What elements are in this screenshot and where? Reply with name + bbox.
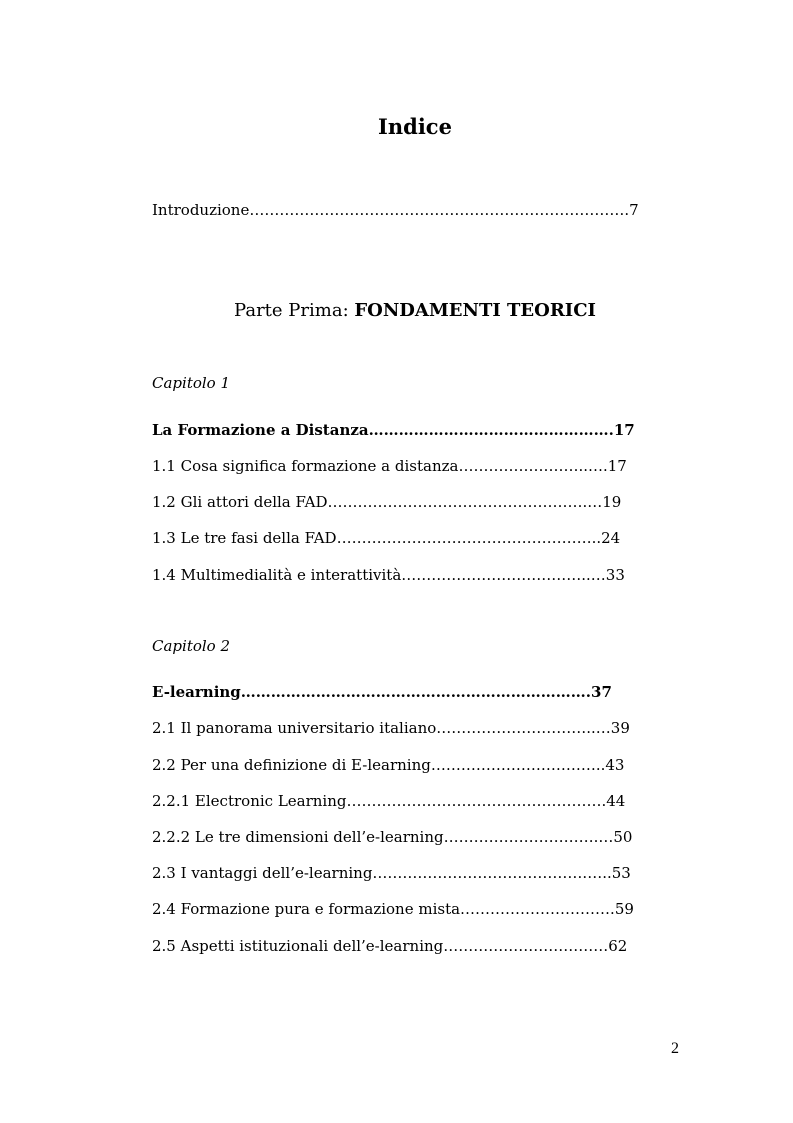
chapter-heading: La Formazione a Distanza………………………………………….17 [152,421,635,439]
toc-entry: 2.1 Il panorama universitario italiano…………………………..…39 [152,719,630,737]
chapter-label: Capitolo 1 [152,374,231,392]
toc-entry: 2.2.1 Electronic Learning…………………………………………….44 [152,792,626,810]
part-heading [0,300,793,321]
toc-entry: 1.2 Gli attori della FAD…………………………………………….…19 [152,493,622,511]
chapter-label: Capitolo 2 [152,637,231,655]
toc-entry: 2.4 Formazione pura e formazione mista………………………….59 [152,900,634,918]
toc-entry: 2.2.2 Le tre dimensioni dell’e-learning………………………….…50 [152,828,633,846]
part-title: FONDAMENTI TEORICI [354,300,596,321]
toc-entry: 1.3 Le tre fasi della FAD……………………………………………..24 [152,529,621,547]
part-label: Parte Prima: [234,300,355,321]
page-number: 2 [671,1040,679,1057]
chapter-heading: E-learning…………………………………………………………….37 [152,683,612,701]
toc-entry: 1.1 Cosa significa formazione a distanza……………………..….17 [152,457,627,475]
page-title: Indice [378,114,452,139]
toc-entry-introduction: Introduzione………………………………………………………………….7 [152,201,639,219]
toc-entry: 2.2 Per una definizione di E-learning……………………………..43 [152,756,625,774]
toc-entry: 2.5 Aspetti istituzionali dell’e-learning……………………………62 [152,937,628,955]
toc-entry: 1.4 Multimedialità e interattività………………………………..…33 [152,566,625,584]
toc-entry: 2.3 I vantaggi dell’e-learning…………………………………….…..53 [152,864,631,882]
